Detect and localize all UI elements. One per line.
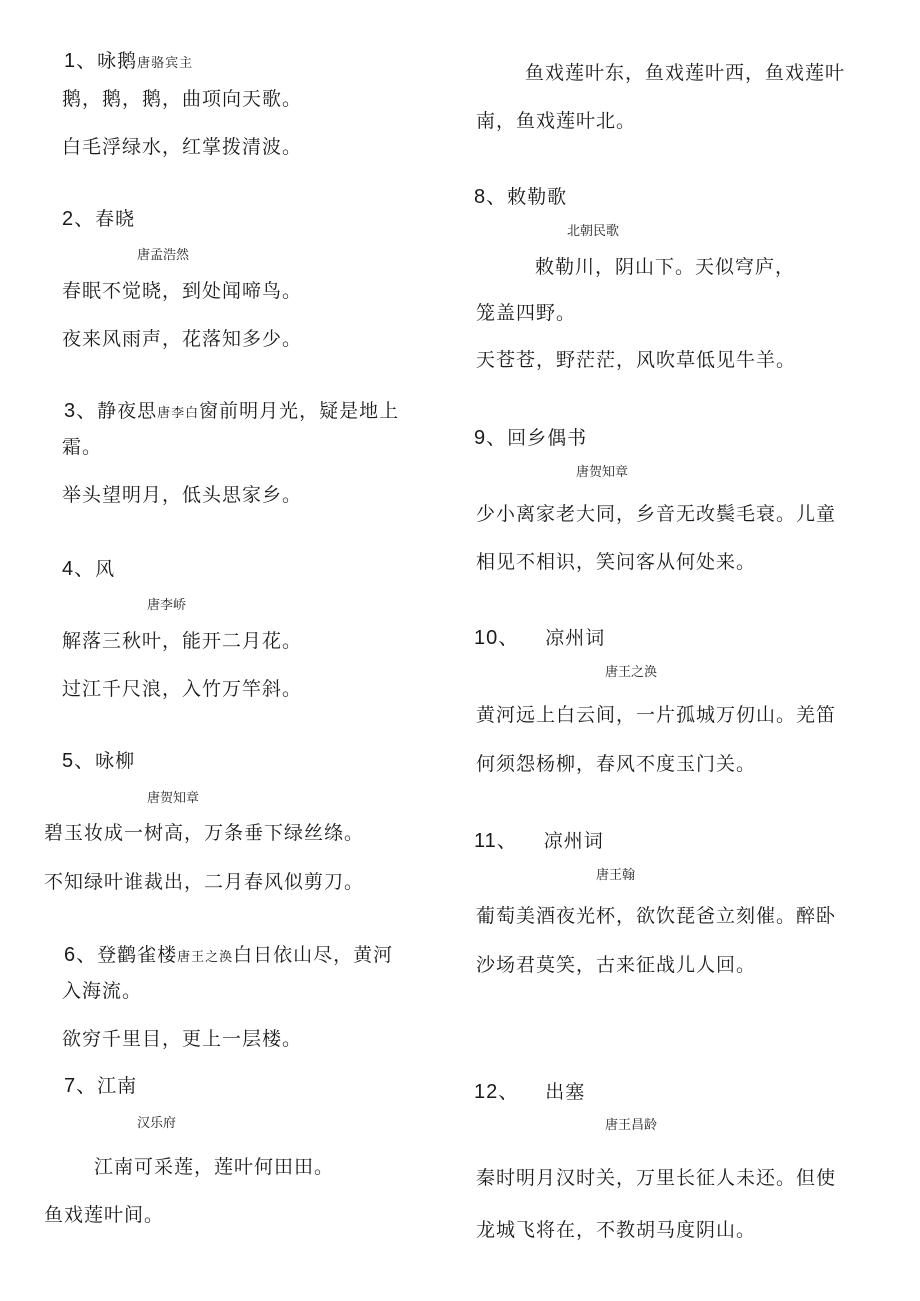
poem-number: 5、 — [62, 750, 96, 772]
poem-author: 汉乐府 — [137, 1116, 177, 1131]
poem-title: 春晓 — [95, 208, 136, 230]
poem-line: 江南可采莲，莲叶何田田。 — [94, 1156, 335, 1178]
poem-number: 10、 — [474, 627, 520, 649]
poem-line: 春眠不觉晓，到处闻啼鸟。 — [62, 280, 303, 302]
poem-author: 唐王昌龄 — [605, 1118, 658, 1133]
poem-line: 秦时明月汉时关，万里长征人未还。但使 — [476, 1167, 837, 1189]
poem-12-heading — [474, 1081, 585, 1103]
poem-title: 风 — [95, 558, 116, 580]
poem-3-heading — [64, 400, 399, 425]
poem-9-heading — [474, 427, 587, 449]
poem-title: 凉州词 — [543, 830, 604, 852]
poem-author: 唐李白 — [157, 406, 200, 421]
poem-title: 登鹳雀楼 — [97, 944, 178, 966]
poem-line: 白毛浮绿水，红掌拨清波。 — [62, 136, 303, 158]
poem-number: 1、 — [64, 50, 98, 72]
poem-title: 凉州词 — [545, 627, 606, 649]
poem-line: 天苍苍，野茫茫，风吹草低见牛羊。 — [476, 349, 797, 371]
poem-number: 6、 — [64, 944, 98, 966]
poem-line: 沙场君莫笑，古来征战儿人回。 — [476, 954, 757, 976]
poem-author: 唐贺知章 — [147, 791, 200, 806]
poem-line: 解落三秋叶，能开二月花。 — [62, 630, 303, 652]
poem-title: 江南 — [97, 1075, 138, 1097]
poem-line: 鱼戏莲叶东，鱼戏莲叶西，鱼戏莲叶 — [525, 62, 846, 84]
poem-number: 4、 — [62, 558, 96, 580]
poem-2-heading — [62, 208, 135, 230]
poem-line: 霜。 — [62, 436, 103, 458]
poem-line: 碧玉妆成一树高，万条垂下绿丝绦。 — [44, 822, 365, 844]
poem-line: 入海流。 — [62, 980, 143, 1002]
poem-author: 唐贺知章 — [576, 465, 629, 480]
poem-10-heading — [474, 627, 605, 649]
poem-line: 敕勒川，阴山下。天似穹庐， — [535, 256, 796, 278]
poem-author: 北朝民歌 — [567, 224, 620, 239]
poem-number: 11、 — [474, 830, 518, 852]
poem-line: 过江千尺浪，入竹万竿斜。 — [62, 678, 303, 700]
poem-title: 咏柳 — [95, 750, 136, 772]
poem-line: 葡萄美酒夜光杯，欲饮琵爸立刻催。醉卧 — [476, 905, 837, 927]
poem-line: 欲穷千里目，更上一层楼。 — [62, 1028, 303, 1050]
poem-author: 唐骆宾主 — [137, 56, 194, 71]
poem-4-heading — [62, 558, 115, 580]
poem-title: 出塞 — [545, 1081, 586, 1103]
poem-number: 8、 — [474, 186, 508, 208]
poem-line: 少小离家老大同，乡音无改鬓毛衰。儿童 — [476, 503, 837, 525]
poem-8-heading — [474, 186, 567, 208]
poem-author: 唐王之涣 — [605, 665, 658, 680]
poem-6-heading — [64, 944, 393, 969]
poem-number: 2、 — [62, 208, 96, 230]
poem-title: 敕勒歌 — [507, 186, 568, 208]
poem-5-heading — [62, 750, 135, 772]
poem-author: 唐李峤 — [147, 598, 187, 613]
poem-line: 何须怨杨柳，春风不度玉门关。 — [476, 753, 757, 775]
poem-line: 夜来风雨声，花落知多少。 — [62, 328, 303, 350]
poem-line: 窗前明月光，疑是地上 — [199, 400, 400, 422]
poem-line: 白日依山尽，黄河 — [233, 944, 394, 966]
poem-number: 12、 — [474, 1081, 520, 1103]
poem-number: 7、 — [64, 1075, 98, 1097]
poem-author: 唐王之涣 — [177, 950, 234, 965]
poem-author: 唐孟浩然 — [137, 248, 190, 263]
poem-line: 不知绿叶谁裁出，二月春风似剪刀。 — [44, 871, 365, 893]
poem-11-heading — [474, 830, 604, 852]
poem-1-heading — [64, 50, 193, 75]
poem-7-heading — [64, 1075, 137, 1097]
poem-number: 3、 — [64, 400, 98, 422]
poem-title: 回乡偶书 — [507, 427, 588, 449]
poem-number: 9、 — [474, 427, 508, 449]
poem-line: 相见不相识，笑问客从何处来。 — [476, 551, 757, 573]
poem-line: 鹅，鹅，鹅，曲项向天歌。 — [62, 88, 303, 110]
poem-line: 龙城飞将在，不教胡马度阴山。 — [476, 1219, 757, 1241]
poem-line: 鱼戏莲叶间。 — [44, 1204, 165, 1226]
poem-line: 笼盖四野。 — [476, 302, 577, 324]
poem-title: 静夜思 — [97, 400, 158, 422]
poem-line: 举头望明月，低头思家乡。 — [62, 484, 303, 506]
poem-author: 唐王翰 — [596, 868, 636, 883]
poem-title: 咏鹅 — [97, 50, 138, 72]
poem-line: 南，鱼戏莲叶北。 — [476, 110, 637, 132]
poem-line: 黄河远上白云间，一片孤城万仞山。羌笛 — [476, 704, 837, 726]
